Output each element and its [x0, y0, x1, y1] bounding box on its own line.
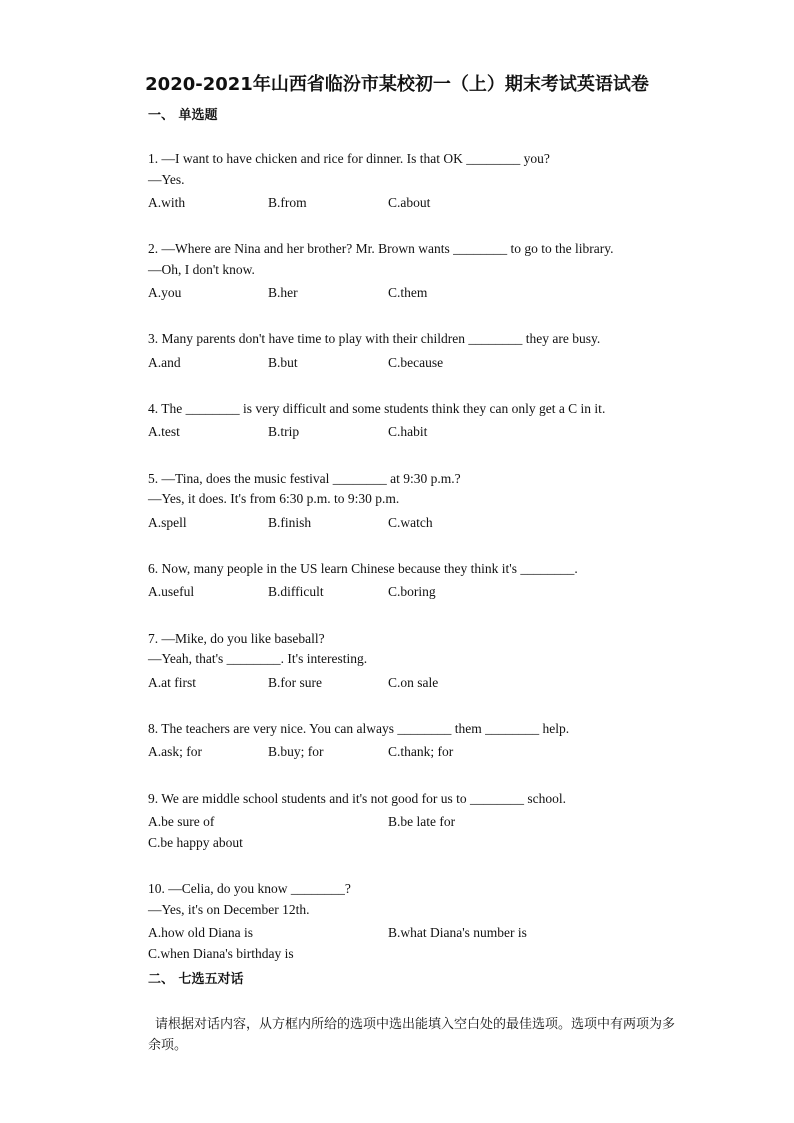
question-5-line-1: 5. —Tina, does the music festival ________ at 9:30 p.m.? — [148, 471, 461, 486]
question-5-option-c: C.watch — [388, 515, 433, 530]
question-1-line-1: 1. —I want to have chicken and rice for dinner. Is that OK ________ you? — [148, 151, 550, 166]
question-1-option-a: A.with — [148, 195, 186, 210]
question-2-line-2: —Oh, I don't know. — [148, 262, 255, 277]
question-6-option-b: B.difficult — [268, 584, 324, 599]
section-heading-dialogue: 二、 七选五对话 — [148, 972, 244, 987]
question-2-line-1: 2. —Where are Nina and her brother? Mr. Brown wants ________ to go to the library. — [148, 241, 614, 256]
question-7-option-a: A.at first — [148, 675, 196, 690]
question-4-line-1: 4. The ________ is very difficult and some students think they can only get a C in it. — [148, 401, 606, 416]
question-5-line-2: —Yes, it does. It's from 6:30 p.m. to 9:30 p.m. — [148, 491, 400, 506]
question-4-option-b: B.trip — [268, 424, 300, 439]
question-10-line-2: —Yes, it's on December 12th. — [148, 902, 310, 917]
question-1-line-2: —Yes. — [148, 172, 185, 187]
question-7-line-2: —Yeah, that's ________. It's interesting. — [148, 651, 368, 666]
section-heading-single-choice: 一、 单选题 — [148, 108, 218, 123]
question-8-option-a: A.ask; for — [148, 744, 202, 759]
question-6-option-a: A.useful — [148, 584, 195, 599]
question-8-option-c: C.thank; for — [388, 744, 454, 759]
question-2-option-c: C.them — [388, 285, 428, 300]
question-10-option-c: C.when Diana's birthday is — [148, 946, 294, 961]
question-3-option-b: B.but — [268, 355, 298, 370]
question-2-option-a: A.you — [148, 285, 182, 300]
question-5-option-b: B.finish — [268, 515, 312, 530]
question-9-line-1: 9. We are middle school students and it's not good for us to ________ school. — [148, 791, 567, 806]
question-7-option-b: B.for sure — [268, 675, 322, 690]
question-10-option-a: A.how old Diana is — [148, 925, 253, 940]
question-10-option-b: B.what Diana's number is — [388, 925, 527, 940]
question-8-option-b: B.buy; for — [268, 744, 324, 759]
question-9-option-b: B.be late for — [388, 814, 456, 829]
question-10-line-1: 10. —Celia, do you know ________? — [148, 881, 351, 896]
question-3-line-1: 3. Many parents don't have time to play with their children ________ they are busy. — [148, 331, 601, 346]
question-1-option-c: C.about — [388, 195, 431, 210]
question-2-option-b: B.her — [268, 285, 298, 300]
question-9-option-c: C.be happy about — [148, 835, 243, 850]
question-4-option-c: C.habit — [388, 424, 428, 439]
question-6-line-1: 6. Now, many people in the US learn Chinese because they think it's ________. — [148, 561, 578, 576]
question-6-option-c: C.boring — [388, 584, 436, 599]
question-5-option-a: A.spell — [148, 515, 187, 530]
question-7-option-c: C.on sale — [388, 675, 439, 690]
question-4-option-a: A.test — [148, 424, 180, 439]
question-7-line-1: 7. —Mike, do you like baseball? — [148, 631, 325, 646]
exam-title: 2020-2021年山西省临汾市某校初一（上）期末考试英语试卷 — [145, 74, 649, 95]
question-8-line-1: 8. The teachers are very nice. You can always ________ them ________ help. — [148, 721, 570, 736]
question-3-option-c: C.because — [388, 355, 444, 370]
question-3-option-a: A.and — [148, 355, 181, 370]
question-1-option-b: B.from — [268, 195, 307, 210]
dialogue-instruction: 请根据对话内容，从方框内所给的选项中选出能填入空白处的最佳选项。选项中有两项为多余项。 — [148, 1017, 676, 1053]
question-9-option-a: A.be sure of — [148, 814, 215, 829]
